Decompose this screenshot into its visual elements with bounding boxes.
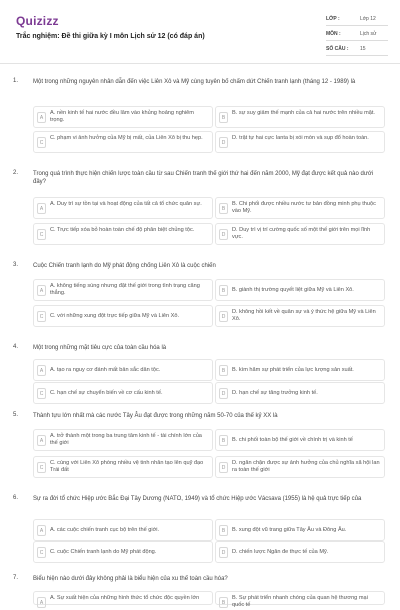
option-letter: A xyxy=(37,112,46,123)
option-text: B. Chi phối được nhiều nước tư bản đồng minh phụ thuộc vào Mỹ. xyxy=(232,201,376,215)
option-text: C. với những xung đột trực tiếp giữa Mỹ và Liên Xô. xyxy=(50,313,180,319)
option-letter: D xyxy=(219,388,228,399)
option-letter: C xyxy=(37,388,46,399)
option-a[interactable] xyxy=(33,519,213,541)
option-letter: C xyxy=(37,137,46,148)
question-number: 7. xyxy=(13,575,19,581)
option-c[interactable] xyxy=(33,131,213,153)
page-title: Trắc nghiệm: Đề thi giữa kỳ I môn Lịch sử 12 (có đáp án) xyxy=(16,33,205,40)
option-letter: D xyxy=(219,137,228,148)
option-letter: C xyxy=(37,462,46,473)
option-text: B. kìm hãm sự phát triển của lực lượng sản xuất. xyxy=(232,367,354,373)
option-text: D. hạn chế sự tăng trưởng kinh tế. xyxy=(232,390,318,396)
option-a[interactable] xyxy=(33,359,213,381)
option-b[interactable] xyxy=(215,429,385,451)
option-text: C. cùng với Liên Xô phòng nhiều vệ tinh nhân tạo lên quỹ đạo Trái đất xyxy=(50,460,204,474)
question-number: 3. xyxy=(13,262,19,268)
option-letter: B xyxy=(219,285,228,296)
option-letter: D xyxy=(219,311,228,322)
option-text: B. xung đột vũ trang giữa Tây Âu và Đông Âu. xyxy=(232,527,347,533)
option-a[interactable] xyxy=(33,591,213,605)
question-text: Một trong những mặt tiêu cực của toàn cầu hóa là xyxy=(33,345,167,351)
option-text: B. sự suy giảm thế mạnh của cả hai nước trên nhiều mặt. xyxy=(232,110,375,116)
meta-question-count-label: SỐ CÂU : xyxy=(326,46,349,52)
option-d[interactable] xyxy=(215,305,385,327)
option-text: C. Trực tiếp xóa bỏ hoàn toàn chế độ phân biệt chủng tộc. xyxy=(50,227,195,233)
question-text: Một trong những nguyên nhân dẫn đến việc Liên Xô và Mỹ cùng tuyên bố chấm dứt Chiến tranh lạnh (tháng 12 - 1989) là xyxy=(33,79,356,85)
option-c[interactable] xyxy=(33,541,213,563)
option-d[interactable] xyxy=(215,382,385,404)
option-a[interactable] xyxy=(33,197,213,219)
option-letter: C xyxy=(37,229,46,240)
option-letter: A xyxy=(37,285,46,296)
option-c[interactable] xyxy=(33,305,213,327)
question-text: Biểu hiện nào dưới đây không phải là biểu hiện của xu thế toàn cầu hóa? xyxy=(33,576,228,582)
option-text: B. chi phối toàn bộ thế giới về chính trị và kinh tế xyxy=(232,437,353,443)
option-d[interactable] xyxy=(215,131,385,153)
page-header xyxy=(0,0,400,64)
question-number: 6. xyxy=(13,495,19,501)
option-b[interactable] xyxy=(215,197,385,219)
option-letter: B xyxy=(219,203,228,214)
option-a[interactable] xyxy=(33,429,213,451)
option-letter: A xyxy=(37,203,46,214)
meta-question-count-value: 15 xyxy=(360,46,366,52)
option-letter: D xyxy=(219,462,228,473)
option-b[interactable] xyxy=(215,106,385,128)
option-c[interactable] xyxy=(33,223,213,245)
option-d[interactable] xyxy=(215,541,385,563)
option-text: D. Duy trì vị trí cường quốc số một thế giới trên mọi lĩnh vực. xyxy=(232,227,371,241)
option-letter: A xyxy=(37,525,46,536)
option-letter: A xyxy=(37,365,46,376)
option-b[interactable] xyxy=(215,519,385,541)
question-number: 2. xyxy=(13,170,19,176)
option-text: A. Duy trì sự tồn tại và hoạt động của tất cả tổ chức quân sự. xyxy=(50,201,202,207)
option-letter: D xyxy=(219,547,228,558)
option-text: A. các cuộc chiến tranh cục bộ trên thế giới. xyxy=(50,527,160,533)
option-letter: A xyxy=(37,597,46,608)
option-text: A. trở thành một trong ba trung tâm kinh tế - tài chính lớn của thế giới xyxy=(50,433,202,447)
question-text: Thành tựu lớn nhất mà các nước Tây Âu đạt được trong những năm 50-70 của thế kỷ XX là xyxy=(33,413,278,419)
option-letter: B xyxy=(219,597,228,608)
option-letter: A xyxy=(37,435,46,446)
option-text: B. giành thị trường quyết liệt giữa Mỹ và Liên Xô. xyxy=(232,287,354,293)
question-text: Cuộc Chiến tranh lạnh do Mỹ phát động chống Liên Xô là cuộc chiến xyxy=(33,263,216,269)
option-a[interactable] xyxy=(33,279,213,301)
question-text: Sự ra đời tổ chức Hiệp ước Bắc Đại Tây Dương (NATO, 1949) và tổ chức Hiệp ước Vácsava (1955) là hệ quả trực tiếp của xyxy=(33,496,362,502)
option-b[interactable] xyxy=(215,591,385,609)
question-number: 1. xyxy=(13,78,19,84)
option-letter: D xyxy=(219,229,228,240)
option-text: A. Sự xuất hiện của những hình thức tổ chức độc quyền lớn xyxy=(50,595,200,601)
option-text: C. cuộc Chiến tranh lạnh do Mỹ phát động. xyxy=(50,549,157,555)
option-text: D. trật tự hai cực Ianta bị xói mòn và sụp đổ hoàn toàn. xyxy=(232,135,369,141)
option-text: B. Sự phát triển nhanh chóng của quan hệ thương mại quốc tế xyxy=(232,595,368,609)
question-number: 5. xyxy=(13,412,19,418)
option-text: A. không tiếng súng nhưng đặt thế giới trong tình trạng căng thẳng. xyxy=(50,283,200,297)
meta-grade-label: LỚP : xyxy=(326,16,340,22)
option-letter: B xyxy=(219,112,228,123)
option-text: A. nền kinh tế hai nước đều lâm vào khủng hoảng nghiêm trọng. xyxy=(50,110,194,124)
option-a[interactable] xyxy=(33,106,213,128)
option-letter: B xyxy=(219,365,228,376)
question-text: Trong quá trình thực hiện chiến lược toàn cầu từ sau Chiến tranh thế giới thứ hai đến năm 2000, Mỹ đạt được kết quả nào dưới đây? xyxy=(33,171,374,186)
option-d[interactable] xyxy=(215,456,385,478)
meta-subject-value: Lịch sử xyxy=(360,31,377,37)
option-text: D. không hồi kết về quân sự và ý thức hệ giữa Mỹ và Liên Xô. xyxy=(232,309,376,323)
option-text: A. tạo ra nguy cơ đánh mất bản sắc dân tộc. xyxy=(50,367,161,373)
option-b[interactable] xyxy=(215,279,385,301)
meta-grade-value: Lớp 12 xyxy=(360,16,376,22)
meta-subject-label: MÔN : xyxy=(326,31,341,37)
option-letter: B xyxy=(219,525,228,536)
option-c[interactable] xyxy=(33,382,213,404)
option-text: D. chiến lược Ngăn đe thực tế của Mỹ. xyxy=(232,549,329,555)
option-letter: C xyxy=(37,547,46,558)
option-c[interactable] xyxy=(33,456,213,478)
option-text: C. phạm vi ảnh hưởng của Mỹ bị mất, của Liên Xô bị thu hẹp. xyxy=(50,135,203,141)
option-letter: C xyxy=(37,311,46,322)
option-b[interactable] xyxy=(215,359,385,381)
question-number: 4. xyxy=(13,344,19,350)
option-d[interactable] xyxy=(215,223,385,245)
quizizz-logo[interactable]: Quizizz xyxy=(16,14,59,28)
option-text: C. hạn chế sự chuyển biến về cơ cấu kinh tế. xyxy=(50,390,163,396)
option-text: D. ngăn chặn được sự ảnh hưởng của chủ nghĩa xã hội lan ra toàn thế giới xyxy=(232,460,380,474)
option-letter: B xyxy=(219,435,228,446)
